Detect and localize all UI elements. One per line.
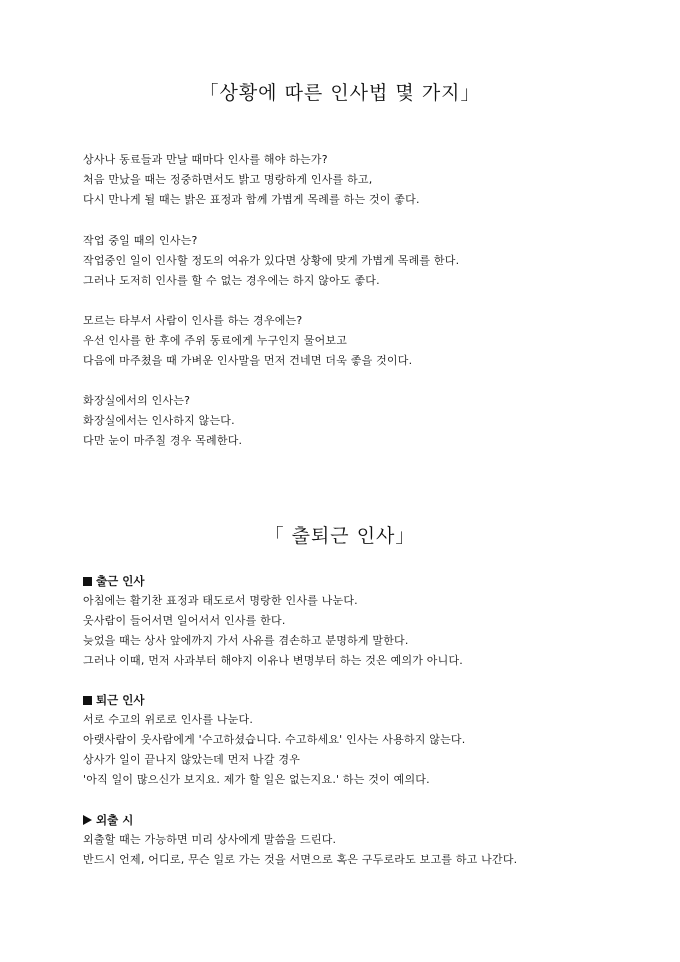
section-heading-label: 퇴근 인사 [96,693,145,707]
black-triangle-right-icon [83,815,92,825]
section-heading-label: 출근 인사 [96,574,145,588]
text-line: 상사나 동료들과 만날 때마다 인사를 해야 하는가? [83,153,328,166]
text-line: 반드시 언제, 어디로, 무슨 일로 가는 것을 서면으로 혹은 구두로라도 보고를 하고 나간다. [83,853,518,866]
text-line: 화장실에서의 인사는? [83,394,191,407]
text-line: 우선 인사를 한 후에 주위 동료에게 누구인지 물어보고 [83,334,348,347]
black-square-icon [83,696,92,705]
text-line: 작업중인 일이 인사할 정도의 여유가 있다면 상황에 맞게 가볍게 목례를 한다. [83,254,460,267]
text-line: '아직 일이 많으신가 보지요. 제가 할 일은 없는지요.' 하는 것이 예의다. [83,773,430,786]
text-line: 다시 만나게 될 때는 밝은 표정과 함께 가볍게 목례를 하는 것이 좋다. [83,193,420,206]
section-departure-greeting [83,690,653,790]
section-heading [83,810,653,830]
section-heading [83,571,653,591]
paragraph-working-greeting [83,231,653,291]
text-line: 모르는 타부서 사람이 인사를 하는 경우에는? [83,314,303,327]
text-line: 웃사람이 들어서면 일어서서 인사를 한다. [83,614,286,627]
text-line: 화장실에서는 인사하지 않는다. [83,414,235,427]
paragraph-colleague-greeting [83,150,653,210]
text-line: 늦었을 때는 상사 앞에까지 가서 사유를 겸손하고 분명하게 말한다. [83,634,409,647]
title-commute-greetings: 「 출퇴근 인사」 [264,525,416,547]
section-arrival-greeting [83,571,653,671]
text-line: 그러나 도저히 인사를 할 수 없는 경우에는 하지 않아도 좋다. [83,274,380,287]
text-line: 서로 수고의 위로로 인사를 나눈다. [83,713,254,726]
paragraph-other-department-greeting [83,311,653,371]
section-heading-label: 외출 시 [96,813,134,827]
black-square-icon [83,577,92,586]
text-line: 상사가 일이 끝나지 않았는데 먼저 나갈 경우 [83,753,301,766]
paragraph-restroom-greeting [83,391,653,451]
text-line: 처음 만났을 때는 정중하면서도 밝고 명랑하게 인사를 하고, [83,173,373,186]
section-going-out [83,810,653,870]
text-line: 외출할 때는 가능하면 미리 상사에게 말씀을 드린다. [83,833,337,846]
section-heading [83,690,653,710]
text-line: 아랫사람이 웃사람에게 '수고하셨습니다. 수고하세요' 인사는 사용하지 않는다. [83,733,466,746]
text-line: 다음에 마주쳤을 때 가벼운 인사말을 먼저 건네면 더욱 좋을 것이다. [83,354,413,367]
text-line: 아침에는 활기찬 표정과 태도로서 명랑한 인사를 나눈다. [83,594,358,607]
text-line: 그러나 이때, 먼저 사과부터 해야지 이유나 변명부터 하는 것은 예의가 아니다. [83,654,463,667]
text-line: 작업 중일 때의 인사는? [83,234,198,247]
title-situational-greetings: 「상황에 따른 인사법 몇 가지」 [199,82,481,104]
text-line: 다만 눈이 마주칠 경우 목례한다. [83,434,243,447]
